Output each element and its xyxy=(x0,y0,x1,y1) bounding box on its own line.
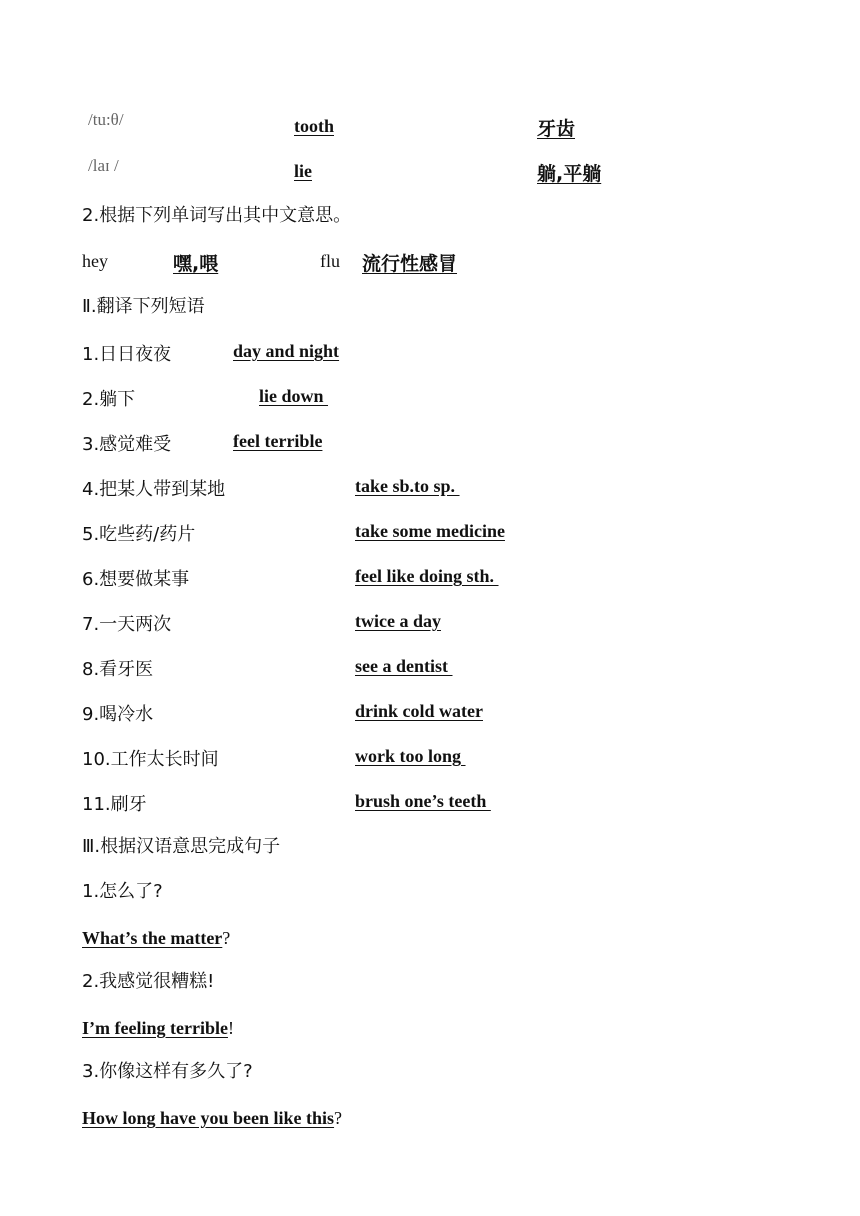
sentence-prompt: 2.我感觉很糟糕! xyxy=(82,971,215,992)
sentence-prompt: 1.怎么了? xyxy=(82,881,163,902)
word: flu xyxy=(320,251,340,271)
phrase-prompt: 5.吃些药/药片 xyxy=(82,524,196,545)
phrase-answer: lie down xyxy=(259,386,329,406)
vocab-word: tooth xyxy=(294,116,334,136)
section-heading: 2.根据下列单词写出其中文意思。 xyxy=(82,205,352,226)
phrase-prompt: 7.一天两次 xyxy=(82,614,172,635)
phrase-answer: see a dentist xyxy=(355,656,453,676)
sentence-answer: What’s the matter xyxy=(82,928,223,948)
vocab-meaning: 牙齿 xyxy=(537,118,576,140)
sentence-answer-line xyxy=(82,1016,234,1040)
part-heading: Ⅲ.根据汉语意思完成句子 xyxy=(82,836,281,857)
phrase-prompt: 4.把某人带到某地 xyxy=(82,479,226,500)
phrase-answer: feel terrible xyxy=(233,431,323,451)
sentence-answer-line xyxy=(82,1106,342,1130)
sentence-answer: How long have you been like this xyxy=(82,1108,335,1128)
phrase-prompt: 8.看牙医 xyxy=(82,659,154,680)
phrase-prompt: 9.喝冷水 xyxy=(82,704,154,725)
phrase-answer: take some medicine xyxy=(355,521,505,541)
phrase-prompt: 10.工作太长时间 xyxy=(82,749,219,770)
phrase-prompt: 11.刷牙 xyxy=(82,794,147,815)
phrase-prompt: 6.想要做某事 xyxy=(82,569,190,590)
vocab-meaning: 躺,平躺 xyxy=(537,163,602,185)
phrase-answer: day and night xyxy=(233,341,340,361)
word-meaning: 流行性感冒 xyxy=(362,253,458,275)
phrase-answer: twice a day xyxy=(355,611,441,631)
phrase-answer: drink cold water xyxy=(355,701,483,721)
sentence-answer-line xyxy=(82,926,230,950)
phonetic: /tu:θ/ xyxy=(88,110,124,129)
phrase-answer: work too long xyxy=(355,746,466,766)
sentence-prompt: 3.你像这样有多久了? xyxy=(82,1061,253,1082)
phonetic: /laɪ / xyxy=(88,156,119,175)
phrase-prompt: 3.感觉难受 xyxy=(82,434,172,455)
part-heading: Ⅱ.翻译下列短语 xyxy=(82,296,205,317)
word: hey xyxy=(82,251,108,271)
vocab-word: lie xyxy=(294,161,312,181)
word-meaning: 嘿,喂 xyxy=(173,253,219,275)
phrase-prompt: 1.日日夜夜 xyxy=(82,344,172,365)
sentence-punct: ? xyxy=(222,928,231,948)
sentence-punct: ! xyxy=(227,1018,234,1038)
phrase-answer: brush one’s teeth xyxy=(355,791,491,811)
phrase-answer: feel like doing sth. xyxy=(355,566,499,586)
phrase-answer: take sb.to sp. xyxy=(355,476,460,496)
sentence-answer: I’m feeling terrible xyxy=(82,1018,228,1038)
phrase-prompt: 2.躺下 xyxy=(82,389,136,410)
sentence-punct: ? xyxy=(334,1108,343,1128)
